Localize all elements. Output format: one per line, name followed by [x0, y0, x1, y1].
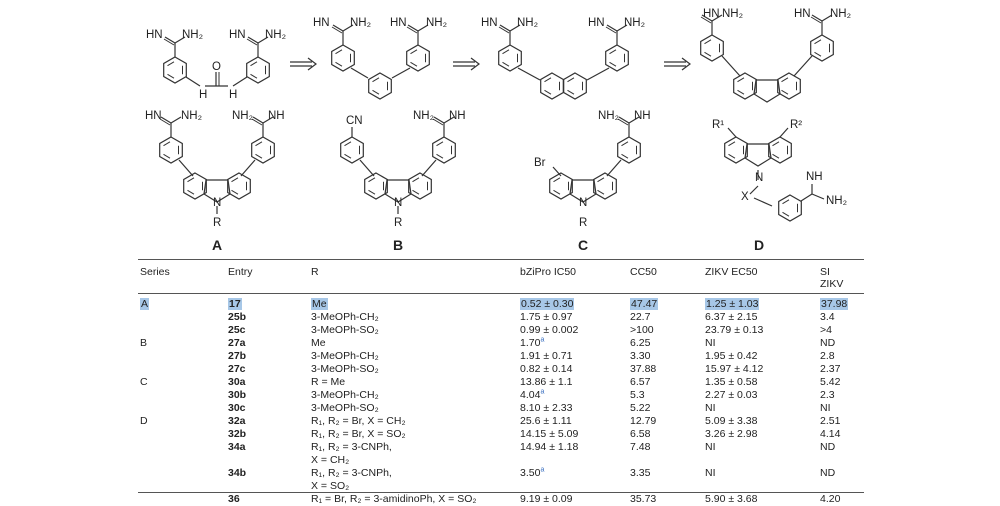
cell-ec50 [705, 493, 757, 506]
cell-ec50-text: NI [705, 337, 716, 349]
header-r: R [311, 266, 319, 278]
cell-ic50-text: 3.50 [520, 467, 541, 479]
cell-ic50-text: 9.19 ± 0.09 [520, 493, 573, 505]
cell-r-group-text: R = Me [311, 376, 346, 388]
cell-r-group-text: 3-MeOPh-SO₂ [311, 363, 379, 375]
amidine-nh2-label: NH₂ [181, 110, 203, 122]
cell-cc50 [630, 350, 650, 363]
amidine-imine-label: HN [390, 17, 407, 29]
cell-ec50-text: 5.90 ± 3.68 [705, 493, 758, 505]
cell-r-group-text: 3-MeOPh-CH₂ [311, 389, 379, 401]
cell-r-group [311, 363, 379, 376]
cell-ec50-text: 1.95 ± 0.42 [705, 350, 758, 362]
cell-cc50-text: 6.58 [630, 428, 651, 440]
cell-ec50 [705, 350, 757, 363]
header-entry: Entry [228, 266, 253, 278]
cell-ic50 [520, 389, 544, 402]
cell-cc50-text: 12.79 [630, 415, 657, 427]
cell-ic50-text: 0.82 ± 0.14 [520, 363, 573, 375]
cell-ec50 [705, 415, 757, 428]
header-ec50: ZIKV EC50 [705, 266, 758, 278]
header-series: Series [140, 266, 170, 278]
amidine-nh2-label: NH₂ [413, 110, 435, 122]
cell-cc50 [630, 428, 650, 441]
table-top-rule [138, 259, 864, 260]
cell-entry-text: 32b [228, 428, 247, 440]
cell-cc50 [630, 376, 650, 389]
cell-entry [228, 428, 246, 441]
cell-cc50-text: >100 [630, 324, 654, 336]
cell-cc50-text: 5.22 [630, 402, 651, 414]
cell-si-text: 4.20 [820, 493, 841, 505]
table-row [0, 363, 1000, 376]
footnote-marker: a [540, 388, 545, 396]
cell-ec50-text: 2.27 ± 0.03 [705, 389, 758, 401]
cell-ec50-text: NI [705, 402, 716, 414]
cell-entry-text: 30a [228, 376, 246, 388]
nitrogen-label: N [394, 197, 403, 209]
cell-ec50-text: 1.35 ± 0.58 [705, 376, 758, 388]
cell-ic50-text: 14.15 ± 5.09 [520, 428, 579, 440]
cell-r-group [311, 324, 379, 337]
amidine-nh2-label: NH₂ [830, 8, 852, 20]
naphthalene-bis-amidine-structure [481, 17, 645, 99]
amidine-nh-label: NH [268, 110, 285, 122]
cell-cc50-text: 3.30 [630, 350, 651, 362]
cell-si [820, 493, 840, 506]
cell-ic50-text: 1.70 [520, 337, 541, 349]
cell-ic50-text: 1.91 ± 0.71 [520, 350, 573, 362]
cell-si-text: ND [820, 467, 836, 479]
cell-ec50-text: 6.37 ± 2.15 [705, 311, 758, 323]
cell-si [820, 467, 835, 480]
cell-cc50 [630, 337, 650, 350]
cell-r-group [311, 441, 392, 454]
cell-entry [228, 467, 246, 480]
cell-entry [228, 337, 246, 350]
cell-ec50 [705, 363, 763, 376]
cell-si-text: 2.37 [820, 363, 841, 375]
cell-r-group-line2: X = CH₂ [311, 454, 350, 466]
cell-r-group [311, 350, 379, 363]
cell-cc50 [630, 363, 656, 376]
urea-nh-right: H [229, 89, 238, 101]
cell-ec50 [705, 467, 716, 480]
cell-entry-text: 30b [228, 389, 247, 401]
r-group-label: R [579, 217, 588, 229]
cell-cc50 [630, 415, 656, 428]
table-row [0, 402, 1000, 415]
cell-entry [228, 493, 240, 506]
cell-entry [228, 402, 246, 415]
cell-cc50-text: 5.3 [630, 389, 645, 401]
urea-oxygen-label: O [212, 61, 221, 73]
r-group-label: R [394, 217, 403, 229]
r1-label: R¹ [712, 119, 725, 131]
cell-entry-text: 32a [228, 415, 246, 427]
cell-cc50-text: 47.47 [631, 298, 658, 310]
cell-si [820, 298, 848, 311]
cell-ic50-text: 4.04 [520, 389, 541, 401]
cell-r-group [311, 376, 345, 389]
cell-entry-text: 36 [228, 493, 240, 505]
cell-entry [228, 324, 246, 337]
urea-nh-left: H [199, 89, 208, 101]
cell-series [140, 415, 148, 428]
series-c-structure [534, 110, 651, 253]
cell-series-text: C [140, 376, 148, 388]
nitrogen-label: N [755, 172, 764, 184]
cell-ic50 [520, 441, 578, 454]
cell-cc50-text: 7.48 [630, 441, 651, 453]
arrow-icon [453, 58, 479, 70]
amidine-nh2-label: NH₂ [598, 110, 620, 122]
amidine-imine-label: HN [145, 110, 162, 122]
cell-ec50 [705, 324, 763, 337]
table-row [0, 376, 1000, 389]
cell-entry-text: 27a [228, 337, 246, 349]
caption-d: D [754, 237, 765, 253]
cell-si-text: 2.8 [820, 350, 835, 362]
header-ic50: bZiPro IC50 [520, 266, 577, 278]
cell-ic50 [520, 467, 544, 480]
cell-r-group [311, 311, 379, 324]
cell-ec50-text: 1.25 ± 1.03 [706, 298, 759, 310]
r-group-label: R [213, 217, 222, 229]
amidine-nh2-label: NH₂ [517, 17, 539, 29]
cell-si-text: NI [820, 402, 831, 414]
cell-entry [228, 350, 246, 363]
cell-ec50-text: NI [705, 467, 716, 479]
cell-r-group-text: 3-MeOPh-SO₂ [311, 324, 379, 336]
cell-series [140, 376, 148, 389]
cell-ec50-text: 23.79 ± 0.13 [705, 324, 764, 336]
table-header-rule [138, 293, 864, 294]
cell-ic50-text: 0.52 ± 0.30 [521, 298, 574, 310]
table-row [0, 311, 1000, 324]
cell-r-group-text: R₁ = Br, R₂ = 3-amidinoPh, X = SO₂ [311, 493, 477, 505]
arrow-icon [664, 58, 690, 70]
cell-r-group-text: R₁, R₂ = 3-CNPh, [311, 467, 392, 479]
cell-r-group [311, 298, 328, 311]
cell-r-group-text: 3-MeOPh-SO₂ [311, 402, 379, 414]
arrow-icon [290, 58, 316, 70]
cell-si [820, 402, 831, 415]
cell-entry [228, 389, 246, 402]
cell-series-text: B [140, 337, 148, 349]
table-row [0, 324, 1000, 337]
cell-ic50-text: 1.75 ± 0.97 [520, 311, 573, 323]
cell-cc50 [630, 402, 650, 415]
cell-ic50-text: 0.99 ± 0.002 [520, 324, 579, 336]
cell-si [820, 337, 835, 350]
cell-ec50 [705, 298, 759, 311]
amidine-nh2-label: NH₂ [265, 29, 287, 41]
cell-r-group [311, 337, 326, 350]
cell-r-group-text: Me [311, 337, 326, 349]
cell-si [820, 363, 840, 376]
cell-ec50 [705, 337, 716, 350]
cell-cc50-text: 37.88 [630, 363, 657, 375]
cell-entry [228, 363, 246, 376]
amidine-imine-label: HN [588, 17, 605, 29]
cell-series-text: A [141, 298, 149, 310]
cell-cc50 [630, 324, 654, 337]
table-row [0, 493, 1000, 506]
cell-ic50 [520, 298, 574, 311]
cell-ic50-text: 25.6 ± 1.11 [520, 415, 572, 427]
table-bottom-rule [138, 492, 864, 493]
cell-ic50 [520, 311, 572, 324]
cell-si [820, 428, 840, 441]
cell-cc50 [630, 311, 650, 324]
cell-ec50-text: NI [705, 441, 716, 453]
cell-cc50 [630, 493, 656, 506]
cell-entry-text: 34b [228, 467, 247, 479]
amidine-nh2-label: NH₂ [426, 17, 448, 29]
cell-si-text: 3.4 [820, 311, 835, 323]
amidine-imine-label: HN [794, 8, 811, 20]
cell-ic50-text: 8.10 ± 2.33 [520, 402, 573, 414]
header-si: SI [820, 266, 830, 278]
cell-r-group-text: 3-MeOPh-CH₂ [311, 350, 379, 362]
cell-r-group [311, 493, 476, 506]
amidine-nh2-label: NH₂ [826, 195, 848, 207]
table-row [0, 415, 1000, 428]
footnote-marker: a [540, 466, 545, 474]
series-d-structure [712, 119, 847, 253]
cell-entry-text: 25c [228, 324, 246, 336]
cell-r-group-text: R₁, R₂ = Br, X = SO₂ [311, 428, 406, 440]
cell-si [820, 441, 835, 454]
cell-r-group-text: 3-MeOPh-CH₂ [311, 311, 379, 323]
cell-r-group [311, 428, 406, 441]
cell-ec50-text: 3.26 ± 2.98 [705, 428, 758, 440]
cell-series [140, 298, 149, 311]
table-row [0, 467, 1000, 480]
table-row [0, 389, 1000, 402]
cell-ec50-text: 5.09 ± 3.38 [705, 415, 758, 427]
nitrogen-label: N [213, 197, 222, 209]
cell-ic50 [520, 337, 544, 350]
cell-entry [228, 415, 246, 428]
cell-si [820, 376, 840, 389]
nitrogen-label: N [579, 197, 588, 209]
table-header-row-2 [0, 278, 1000, 291]
caption-b: B [393, 237, 404, 253]
table-row [0, 337, 1000, 350]
amidine-nh2-label: NH₂ [232, 110, 254, 122]
cell-ic50 [520, 350, 572, 363]
header-si-zikv: ZIKV [820, 278, 844, 290]
cell-series [140, 337, 147, 350]
cell-cc50 [630, 467, 650, 480]
amidine-nh-label: NH [449, 110, 466, 122]
cell-r-group [311, 402, 379, 415]
table-row [0, 298, 1000, 311]
cell-si-text: ND [820, 337, 836, 349]
cell-series-text: D [140, 415, 148, 427]
cell-cc50-text: 6.57 [630, 376, 651, 388]
cell-entry-text: 17 [229, 298, 241, 310]
caption-c: C [578, 237, 589, 253]
amidine-imine-label: HN [146, 29, 163, 41]
cell-ec50 [705, 428, 757, 441]
cell-cc50 [630, 441, 650, 454]
cell-si-text: 2.51 [820, 415, 841, 427]
cell-cc50 [630, 298, 658, 311]
amidine-nh2-label: NH₂ [350, 17, 372, 29]
cell-entry-text: 27b [228, 350, 247, 362]
cell-si-text: 2.3 [820, 389, 835, 401]
cell-si-text: 4.14 [820, 428, 841, 440]
table-row [0, 441, 1000, 454]
cell-entry-text: 30c [228, 402, 246, 414]
footnote-marker: a [540, 336, 545, 344]
amidine-imine-label: HN [703, 8, 720, 20]
cell-si [820, 324, 832, 337]
cell-r-group [311, 415, 406, 428]
amidine-imine-label: HN [313, 17, 330, 29]
cell-r-group-text: R₁, R₂ = Br, X = CH₂ [311, 415, 406, 427]
urea-bis-amidine-structure [146, 29, 286, 101]
amidine-imine-label: HN [481, 17, 498, 29]
caption-a: A [212, 237, 223, 253]
cell-entry-text: 27c [228, 363, 246, 375]
cell-si [820, 415, 840, 428]
table-row [0, 350, 1000, 363]
cell-entry [228, 376, 246, 389]
cell-cc50-text: 22.7 [630, 311, 651, 323]
cell-si-text: 5.42 [820, 376, 841, 388]
cell-ec50 [705, 389, 757, 402]
cell-ic50 [520, 376, 572, 389]
cell-ec50 [705, 402, 716, 415]
series-b-structure [341, 110, 466, 253]
cell-cc50-text: 35.73 [630, 493, 657, 505]
amidine-nh2-label: NH₂ [722, 8, 744, 20]
cell-si-text: 37.98 [821, 298, 848, 310]
cell-entry [228, 441, 246, 454]
cell-entry-text: 34a [228, 441, 246, 453]
carbazole-bis-amidine-structure [701, 8, 851, 102]
r2-label: R² [790, 119, 803, 131]
cell-si [820, 311, 835, 324]
cell-si-text: ND [820, 441, 836, 453]
cell-cc50-text: 6.25 [630, 337, 651, 349]
cell-ic50 [520, 402, 572, 415]
amidine-nh-label: NH [634, 110, 651, 122]
cell-ec50 [705, 311, 757, 324]
cell-entry [228, 311, 246, 324]
cell-ic50 [520, 428, 578, 441]
header-cc50: CC50 [630, 266, 657, 278]
cell-ic50 [520, 363, 572, 376]
terphenyl-bis-amidine-structure [313, 17, 447, 99]
cell-ec50 [705, 376, 757, 389]
cell-r-group-text: Me [312, 298, 327, 310]
cell-ic50 [520, 324, 578, 337]
cell-si-text: >4 [820, 324, 832, 336]
amidine-nh-label: NH [806, 171, 823, 183]
table-row [0, 428, 1000, 441]
amidine-imine-label: HN [229, 29, 246, 41]
cell-r-group [311, 467, 392, 480]
nitrile-label: CN [346, 115, 363, 127]
cell-ic50 [520, 415, 572, 428]
cell-ic50-text: 13.86 ± 1.1 [520, 376, 573, 388]
cell-ic50 [520, 493, 572, 506]
cell-r-group [311, 389, 379, 402]
cell-entry [228, 298, 242, 311]
cell-ec50 [705, 441, 716, 454]
bromine-label: Br [534, 157, 546, 169]
cell-ic50-text: 14.94 ± 1.18 [520, 441, 579, 453]
series-a-structure [145, 110, 285, 253]
cell-r-group-text: R₁, R₂ = 3-CNPh, [311, 441, 392, 453]
amidine-nh2-label: NH₂ [182, 29, 204, 41]
table-row-continuation [0, 454, 1000, 467]
cell-ec50-text: 15.97 ± 4.12 [705, 363, 764, 375]
x-linker-label: X [741, 191, 749, 203]
cell-entry-text: 25b [228, 311, 247, 323]
cell-si [820, 350, 835, 363]
cell-r-group-line2: X = SO₂ [311, 480, 350, 492]
cell-si [820, 389, 835, 402]
amidine-nh2-label: NH₂ [624, 17, 646, 29]
cell-cc50 [630, 389, 645, 402]
cell-cc50-text: 3.35 [630, 467, 651, 479]
